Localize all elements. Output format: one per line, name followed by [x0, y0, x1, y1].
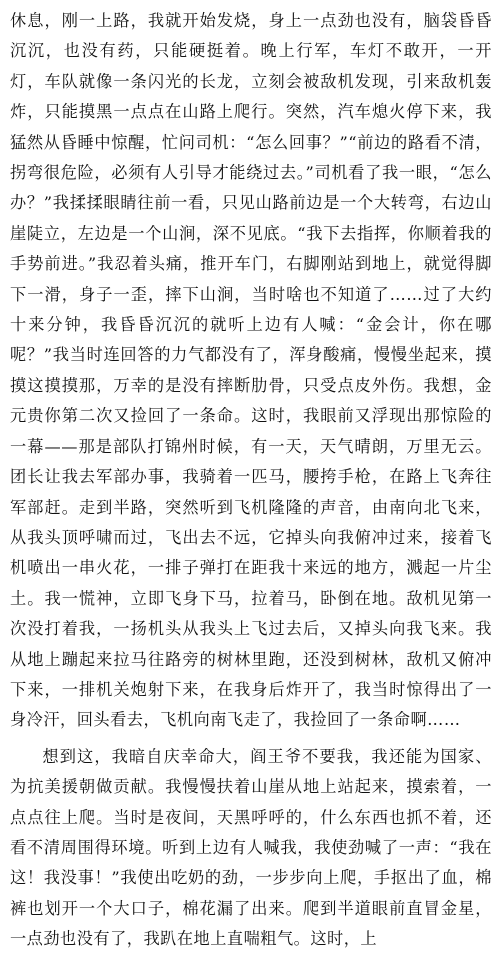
- document-page: [10, 6, 492, 961]
- paragraph-1: 休息，刚一上路，我就开始发烧，身上一点劲也没有，脑袋昏昏沉沉，也没有药，只能硬挺着。晚上行军，车灯不敢开，一开灯，车队就像一条闪光的长龙，立刻会被敌机发现，引来敌机轰炸，只能摸黑一点点在山路上爬行。突然，汽车熄火停下来，我猛然从昏睡中惊醒，忙问司机：“怎么回事？”“前边的路看不清，拐弯很危险，必须有人引导才能绕过去。”司机看了我一眼，“怎么办？”我揉揉眼睛往前一看，只见山路前边是一个大转弯，右边山崖陡立，左边是一个山涧，深不见底。“我下去指挥，你顺着我的手势前进。”我忍着头痛，推开车门，右脚刚站到地上，就觉得脚下一滑，身子一歪，摔下山涧，当时啥也不知道了……过了大约十来分钟，我昏昏沉沉的就听上边有人喊：“金会计，你在哪呢？”我当时连回答的力气都没有了，浑身酸痛，慢慢坐起来，摸摸这摸摸那，万幸的是没有摔断肋骨，只受点皮外伤。我想，金元贵你第二次又捡回了一条命。这时，我眼前又浮现出那惊险的一幕——那是部队打锦州时候，有一天，天气晴朗，万里无云。团长让我去军部办事，我骑着一匹马，腰挎手枪，在路上飞奔往军部赶。走到半路，突然听到飞机隆隆的声音，由南向北飞来，从我头顶呼啸而过，飞出去不远，它掉头向我俯冲过来，接着飞机喷出一串火花，一排子弹打在距我十来远的地方，溅起一片尘土。我一慌神，立即飞身下马，拉着马，卧倒在地。敌机见第一次没打着我，一扬机头从我头上飞过去后，又掉头向我飞来。我从地上蹦起来拉马往路旁的树林里跑，还没到树林，敌机又俯冲下来，一排机关炮射下来，在我身后炸开了，我当时惊得出了一身冷汗，回头看去，飞机向南飞走了，我捡回了一条命啊……: [10, 11, 492, 730]
- paragraph-2: 想到这，我暗自庆幸命大，阎王爷不要我，我还能为国家、为抗美援朝做贡献。我慢慢扶着山崖从地上站起来，摸索着，一点点往上爬。当时是夜间，天黑呼呼的，什么东西也抓不着，还看不清周围得环境。听到上边有人喊我，我使劲喊了一声：“我在这！我没事！”我使出吃奶的劲，一步步向上爬，手抠出了血，棉裤也划开一个大口子，棉花漏了出来。爬到半道眼前直冒金星，一点劲也没有了，我趴在地上直喘粗气。这时，上: [10, 746, 492, 949]
